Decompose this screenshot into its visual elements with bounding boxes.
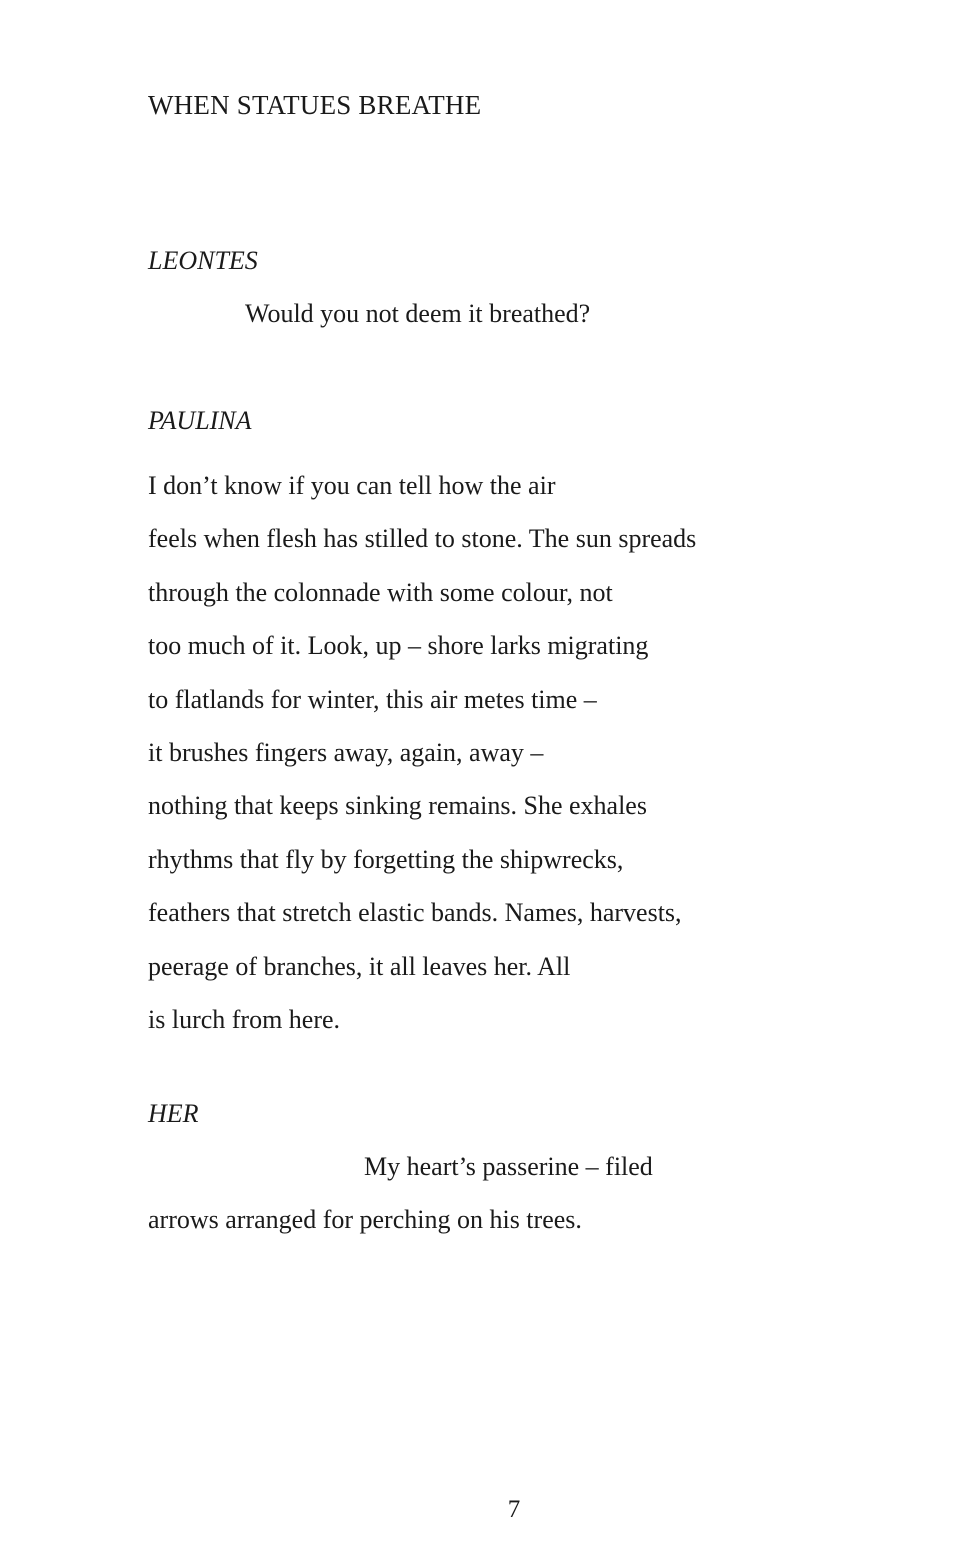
verse-line: peerage of branches, it all leaves her. All [148,951,571,981]
speaker-her: HER [148,1099,199,1128]
verse-line: is lurch from here. [148,1004,341,1034]
leontes-line: Would you not deem it breathed? [245,299,591,328]
her-line: arrows arranged for perching on his trees. [148,1205,582,1234]
verse-line: rhythms that fly by forgetting the shipwrecks, [148,844,624,874]
verse-line: nothing that keeps sinking remains. She exhales [148,791,647,821]
her-line: My heart’s passerine – filed [364,1152,653,1181]
verse-line: through the colonnade with some colour, not [148,577,613,607]
page-number: 7 [507,1496,521,1523]
verse-line: feathers that stretch elastic bands. Names, harvests, [148,898,682,928]
verse-line: to flatlands for winter, this air metes time – [148,684,597,714]
verse-line: feels when flesh has stilled to stone. The sun spreads [148,524,697,554]
verse-line: it brushes fingers away, again, away – [148,737,544,767]
paulina-verse [148,459,696,1046]
verse-line: too much of it. Look, up – shore larks migrating [148,631,649,661]
speaker-paulina: PAULINA [148,406,252,435]
poem-title: WHEN STATUES BREATHE [148,90,482,120]
speaker-leontes: LEONTES [148,246,258,275]
verse-line: I don’t know if you can tell how the air [148,471,556,500]
